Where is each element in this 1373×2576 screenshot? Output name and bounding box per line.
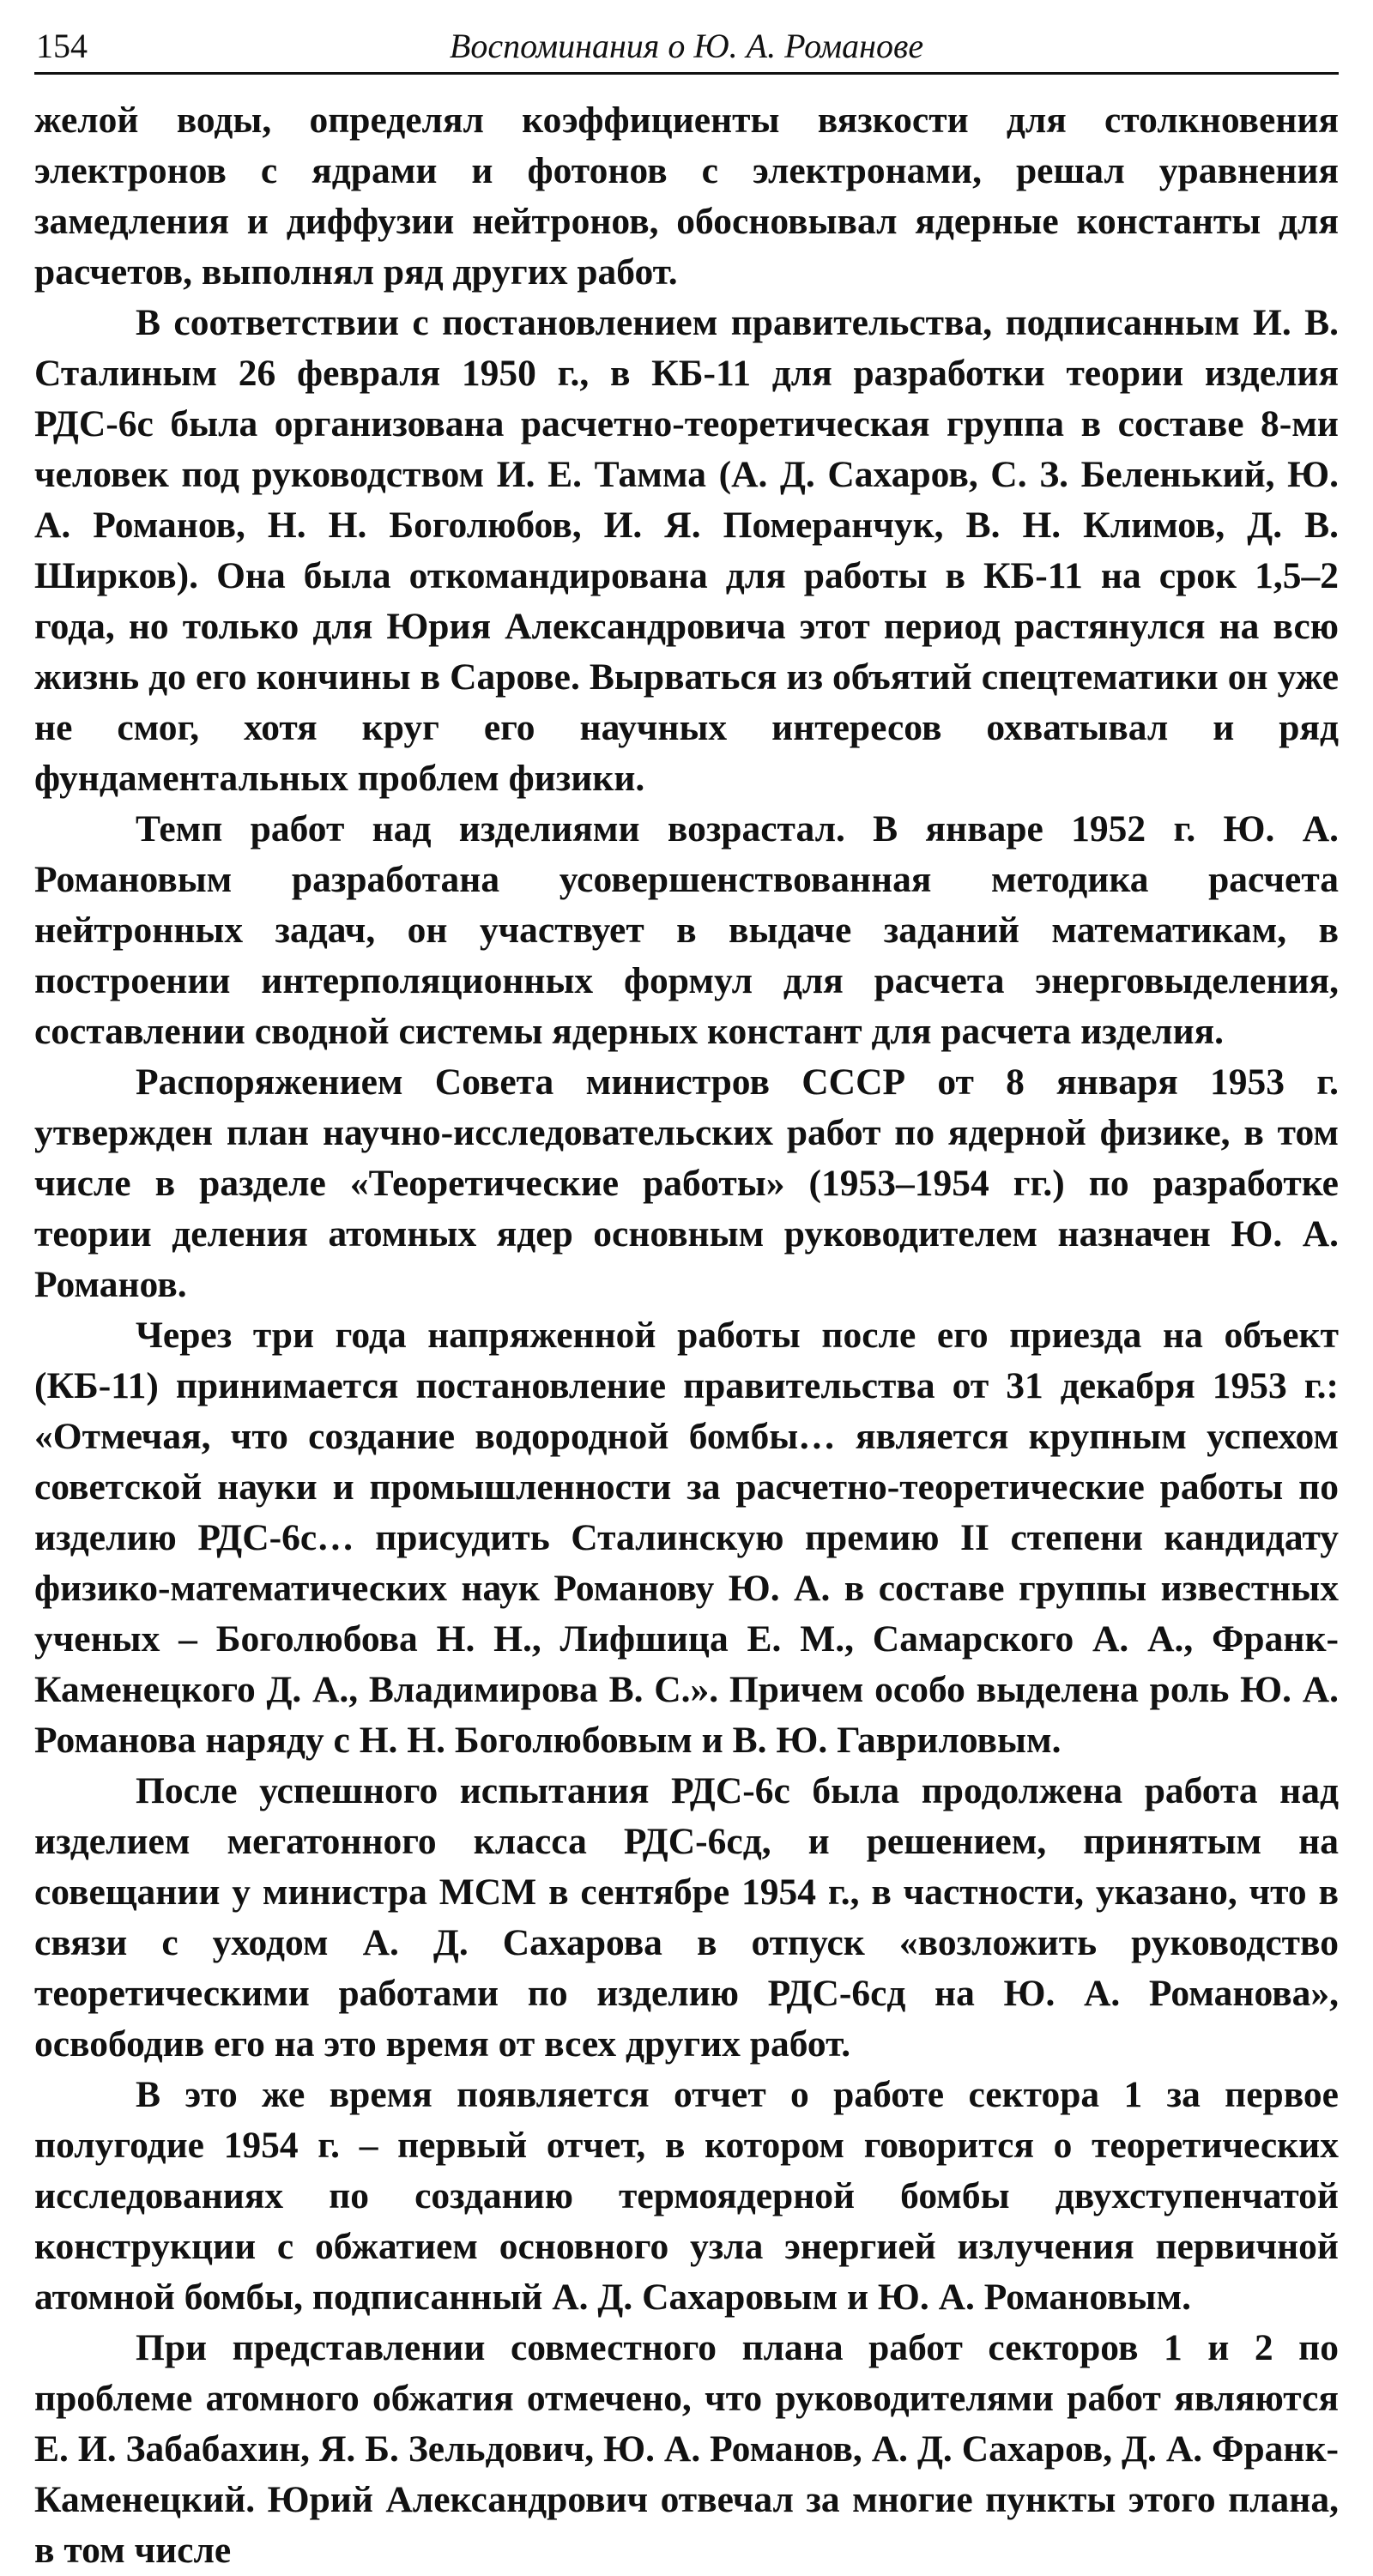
paragraph: желой воды, определял коэффициенты вязкости для столкновения электронов с ядрами и фотонов с электронами, решал уравнения замедления и диффузии нейтронов, обосновывал ядерные константы для расчетов, выполнял ряд других работ. <box>34 100 1339 293</box>
running-head <box>34 24 1339 75</box>
running-title: Воспоминания о Ю. А. Романове <box>449 27 924 65</box>
paragraph: В соответствии с постановлением правительства, подписанным И. В. Сталиным 26 февраля 1950 г., в КБ-11 для разработки теории изделия РДС-6с была организована расчетно-теоретическая группа в составе 8-ми человек под руководством И. Е. Тамма (А. Д. Сахаров, С. З. Беленький, Ю. А. Романов, Н. Н. Боголюбов, И. Я. Померанчук, В. Н. Климов, Д. В. Ширков). Она была откомандирована для работы в КБ-11 на срок 1,5–2 года, но только для Юрия Александровича этот период растянулся на всю жизнь до его кончины в Сарове. Вырваться из объятий спецтематики он уже не смог, хотя круг его научных интересов охватывал и ряд фундаментальных проблем физики. <box>34 302 1339 799</box>
paragraph: Темп работ над изделиями возрастал. В январе 1952 г. Ю. А. Романовым разработана усовершенствованная методика расчета нейтронных задач, он участвует в выдаче заданий математикам, в построении интерполяционных формул для расчета энерговыделения, составлении сводной системы ядерных констант для расчета изделия. <box>34 808 1339 1052</box>
book-page <box>34 24 1339 2576</box>
paragraph: В это же время появляется отчет о работе сектора 1 за первое полугодие 1954 г. – первый отчет, в котором говорится о теоретических исследованиях по созданию термоядерной бомбы двухступенчатой конструкции с обжатием основного узла энергией излучения первичной атомной бомбы, подписанный А. Д. Сахаровым и Ю. А. Романовым. <box>34 2074 1339 2318</box>
paragraph: После успешного испытания РДС-6с была продолжена работа над изделием мегатонного класса РДС-6сд, и решением, принятым на совещании у министра МСМ в сентябре 1954 г., в частности, указано, что в связи с уходом А. Д. Сахарова в отпуск «возложить руководство теоретическими работами по изделию РДС-6сд на Ю. А. Романова», освободив его на это время от всех других работ. <box>34 1770 1339 2065</box>
paragraph: При представлении совместного плана работ секторов 1 и 2 по проблеме атомного обжатия отмечено, что руководителями работ являются Е. И. Забабахин, Я. Б. Зельдович, Ю. А. Романов, А. Д. Сахаров, Д. А. Франк-Каменецкий. Юрий Александрович отвечал за многие пункты этого плана, в том числе <box>34 2327 1339 2571</box>
page-number: 154 <box>36 27 88 65</box>
paragraph: Через три года напряженной работы после его приезда на объект (КБ-11) принимается постановление правительства от 31 декабря 1953 г.: «Отмечая, что создание водородной бомбы… является крупным успехом советской науки и промышленности за расчетно-теоретические работы по изделию РДС-6с… присудить Сталинскую премию II степени кандидату физико-математических наук Романову Ю. А. в составе группы известных ученых – Боголюбова Н. Н., Лифшица Е. М., Самарского А. А., Франк-Каменецкого Д. А., Владимирова В. С.». Причем особо выделена роль Ю. А. Романова наряду с Н. Н. Боголюбовым и В. Ю. Гавриловым. <box>34 1315 1339 1761</box>
paragraph: Распоряжением Совета министров СССР от 8 января 1953 г. утвержден план научно-исследовательских работ по ядерной физике, в том числе в разделе «Теоретические работы» (1953–1954 гг.) по разработке теории деления атомных ядер основным руководителем назначен Ю. А. Романов. <box>34 1061 1339 1305</box>
body-text <box>34 95 1339 2576</box>
